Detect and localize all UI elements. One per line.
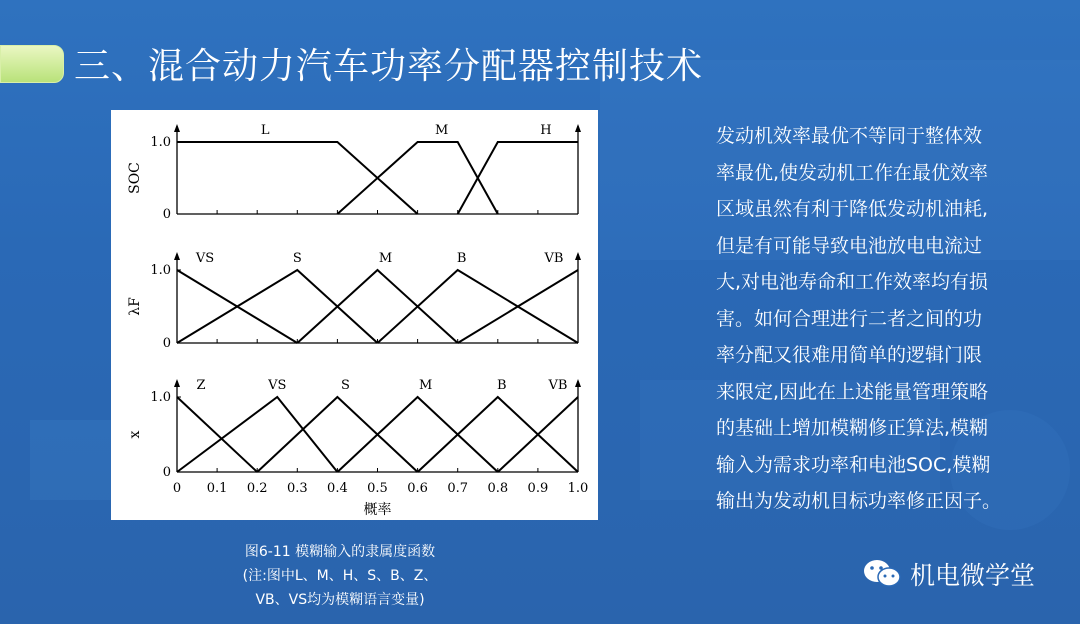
membership-line-b [378, 270, 579, 343]
slide-title: 三、混合动力汽车功率分配器控制技术 [74, 46, 704, 87]
membership-line-z [177, 397, 257, 472]
y-tick-label: 0 [162, 336, 171, 351]
body-line: 率最优,使发动机工作在最优效率 [716, 161, 989, 184]
caption-line: (注:图中L、M、H、S、B、Z、 [242, 568, 438, 584]
right-axis-arrow [575, 252, 581, 260]
figure-panel [111, 110, 598, 520]
right-axis-arrow [575, 379, 581, 387]
caption-line: 图6-11 模糊输入的隶属度函数 [244, 544, 436, 560]
series-label-vb: VB [544, 251, 564, 266]
membership-line-m [337, 397, 497, 472]
x-tick-label: 0.5 [367, 481, 388, 496]
series-label-s: S [292, 251, 302, 266]
x-tick-label: 0 [172, 481, 182, 496]
title-badge [0, 45, 64, 83]
y-axis-arrow [174, 379, 180, 387]
series-label-m: M [418, 378, 433, 393]
body-line: 但是有可能导致电池放电电流过 [716, 234, 983, 257]
body-line: 大,对电池寿命和工作效率均有损 [716, 271, 989, 293]
series-label-vs: VS [195, 251, 215, 266]
series-label-m: M [435, 123, 449, 138]
x-tick-label: 0.2 [246, 481, 268, 496]
membership-function-chart [111, 110, 598, 520]
series-label-vb: VB [548, 378, 568, 393]
x-tick-label: 0.7 [447, 481, 469, 496]
body-line: 率分配又很难用简单的逻辑门限 [716, 344, 983, 366]
y-axis-label: x [127, 430, 143, 439]
y-axis-arrow [174, 252, 180, 260]
x-tick-label: 0.8 [487, 481, 509, 496]
body-line: 发动机效率最优不等同于整体效 [716, 125, 983, 147]
x-tick-label: 0.6 [407, 481, 428, 496]
series-label-b: B [497, 378, 507, 393]
x-tick-label: 0.1 [206, 481, 228, 496]
membership-line-s [257, 397, 417, 472]
body-line: 来限定,因此在上述能量管理策略 [716, 380, 989, 403]
body-paragraph [716, 118, 1036, 520]
y-axis-label: SOC [127, 162, 143, 194]
y-tick-label: 0 [162, 465, 171, 480]
y-tick-label: 0 [162, 207, 171, 222]
y-axis-label: λF [127, 297, 143, 316]
series-label-vs: VS [268, 378, 287, 393]
y-tick-label: 1.0 [150, 390, 171, 405]
body-line: 区域虽然有利于降低发动机油耗, [716, 198, 989, 220]
body-line: 输入为需求功率和电池SOC,模糊 [716, 453, 991, 476]
series-label-m: M [378, 251, 393, 266]
membership-line-s [177, 270, 378, 343]
brand-watermark [862, 556, 1035, 592]
membership-line-h [458, 142, 578, 214]
series-label-b: B [456, 251, 467, 266]
wechat-icon [862, 558, 902, 590]
y-tick-label: 1.0 [150, 263, 171, 278]
membership-line-l [177, 142, 418, 214]
figure-caption [205, 540, 475, 612]
x-tick-label: 0.3 [286, 481, 308, 496]
y-axis-arrow [174, 124, 180, 132]
membership-line-m [297, 270, 457, 343]
caption-line: VB、VS均为模糊语言变量) [255, 592, 425, 608]
body-line: 害。如何合理进行二者之间的功 [716, 307, 983, 330]
right-axis-arrow [575, 124, 581, 132]
x-tick-label: 0.4 [327, 481, 348, 496]
series-label-l: L [260, 123, 270, 138]
membership-line-vs [177, 397, 337, 472]
series-label-s: S [340, 378, 350, 393]
series-label-h: H [540, 123, 552, 138]
x-tick-label: 1.0 [567, 481, 589, 496]
x-tick-label: 0.9 [527, 481, 549, 496]
body-line: 输出为发动机目标功率修正因子。 [716, 490, 1002, 512]
series-label-z: Z [196, 378, 206, 393]
x-axis-label: 概率 [363, 502, 392, 518]
membership-line-m [337, 142, 497, 214]
membership-line-b [418, 397, 578, 472]
y-tick-label: 1.0 [150, 135, 171, 150]
body-line: 的基础上增加模糊修正算法,模糊 [716, 417, 989, 439]
brand-name: 机电微学堂 [910, 561, 1036, 590]
